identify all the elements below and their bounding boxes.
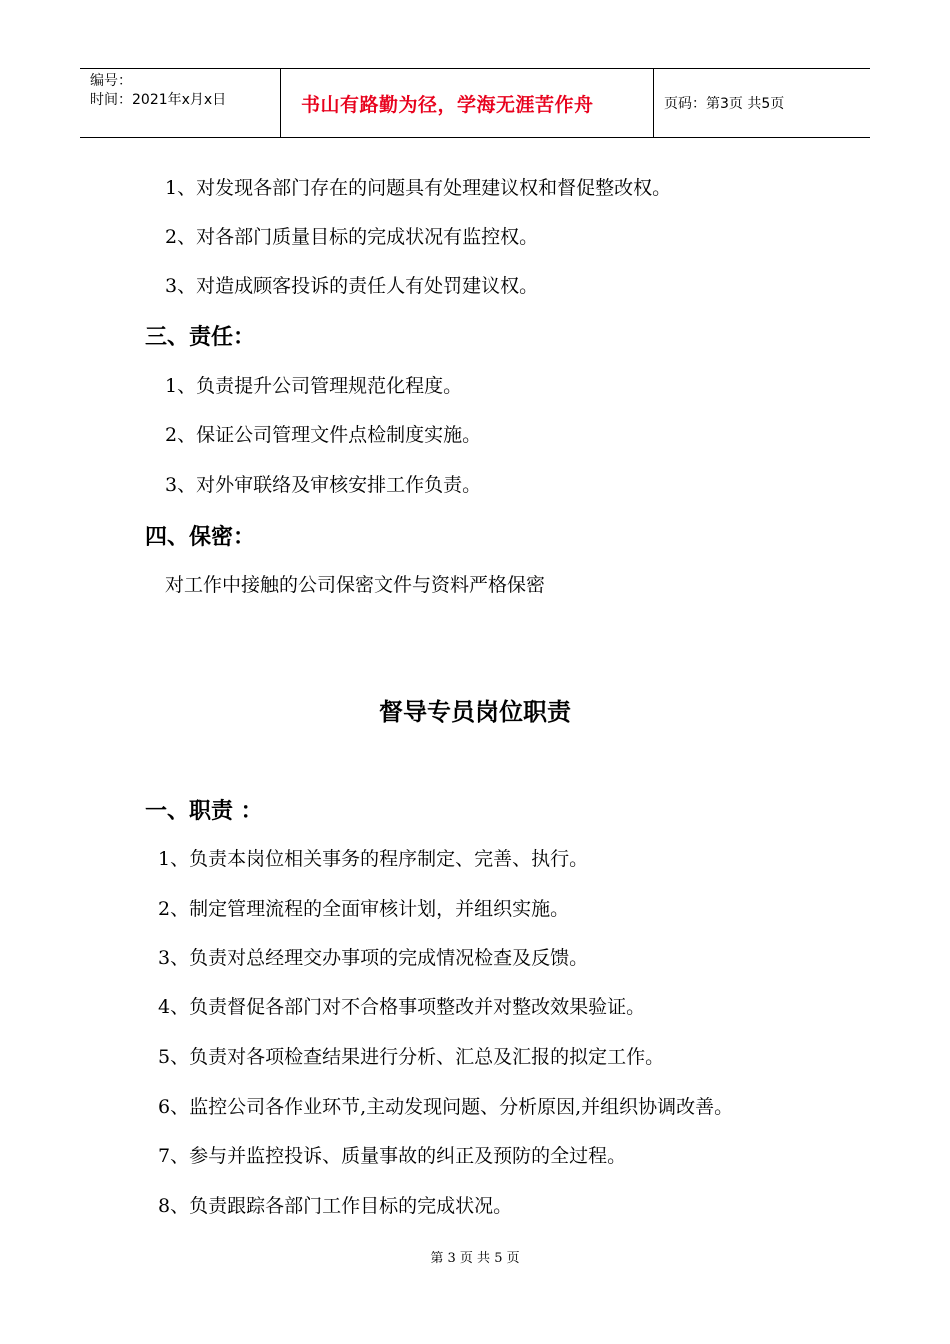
number-label: 编号： (90, 73, 132, 89)
rights-item-1: 1、对发现各部门存在的问题具有处理建议权和督促整改权。 (165, 177, 672, 199)
page-header (80, 68, 870, 138)
section-heading-duties: 一、职责 ： (145, 799, 263, 824)
time-label: 时间：2021年x月x日 (90, 92, 227, 108)
duties-item-7: 7、参与并监控投诉、质量事故的纠正及预防的全过程。 (158, 1145, 627, 1167)
responsibility-item-1: 1、负责提升公司管理规范化程度。 (165, 375, 463, 397)
page-footer: 第 3 页 共 5 页 (430, 1251, 520, 1266)
duties-item-3: 3、负责对总经理交办事项的完成情况检查及反馈。 (158, 947, 589, 969)
duties-item-8: 8、负责跟踪各部门工作目标的完成状况。 (158, 1195, 513, 1217)
rights-item-3: 3、对造成顾客投诉的责任人有处罚建议权。 (165, 275, 539, 297)
responsibility-item-2: 2、保证公司管理文件点检制度实施。 (165, 424, 482, 446)
confidential-text: 对工作中接触的公司保密文件与资料严格保密 (165, 574, 546, 596)
section-heading-confidential: 四、保密： (145, 525, 256, 550)
duties-item-5: 5、负责对各项检查结果进行分析、汇总及汇报的拟定工作。 (158, 1046, 665, 1068)
rights-item-2: 2、对各部门质量目标的完成状况有监控权。 (165, 226, 539, 248)
header-motto: 书山有路勤为径，学海无涯苦作舟 (281, 69, 654, 137)
duties-item-2: 2、制定管理流程的全面审核计划，并组织实施。 (158, 898, 570, 920)
duties-item-4: 4、负责督促各部门对不合格事项整改并对整改效果验证。 (158, 996, 646, 1018)
duties-item-1: 1、负责本岗位相关事务的程序制定、完善、执行。 (158, 848, 589, 870)
header-meta (80, 69, 281, 137)
responsibility-item-3: 3、对外审联络及审核安排工作负责。 (165, 474, 482, 496)
header-page-code: 页码：第3页 共5页 (664, 96, 785, 112)
section-heading-responsibility: 三、责任： (145, 325, 256, 350)
document-title: 督导专员岗位职责 (379, 698, 571, 726)
duties-item-6: 6、监控公司各作业环节,主动发现问题、分析原因,并组织协调改善。 (158, 1096, 734, 1118)
